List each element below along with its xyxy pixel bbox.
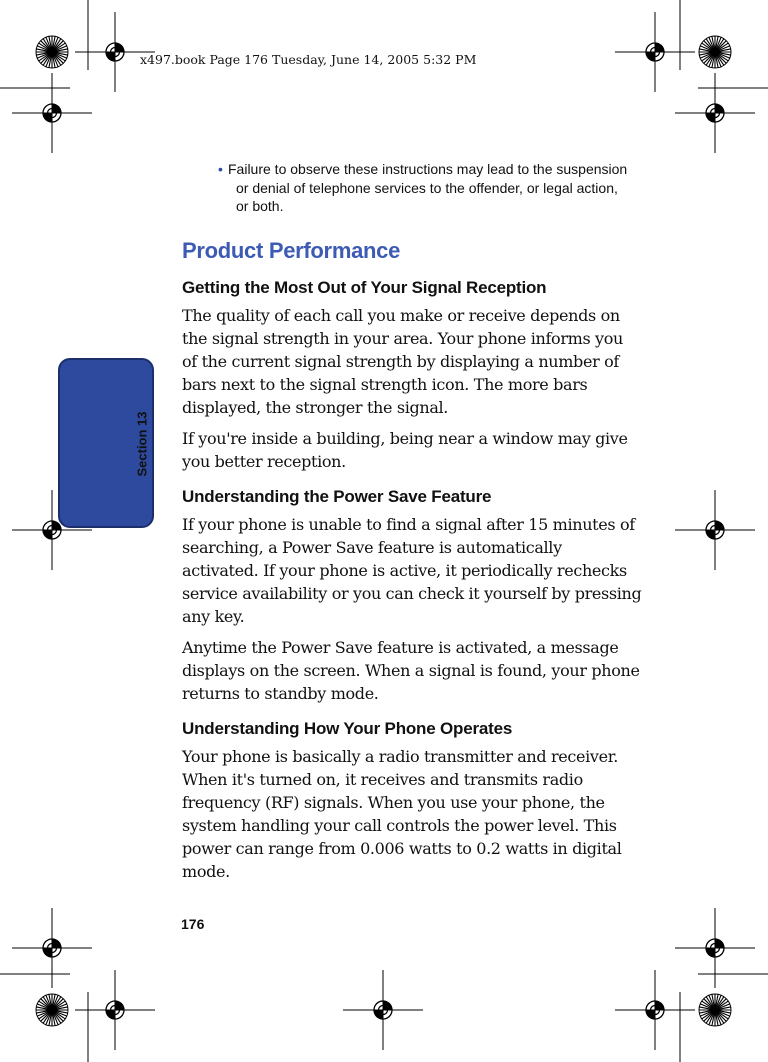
print-slug: x497.book Page 176 Tuesday, June 14, 2005 5:32 PM [140,52,477,67]
section-heading: Understanding the Power Save Feature [182,486,492,506]
paragraph: The quality of each call you make or receive depends on the signal strength in your area. Your phone informs you of the current signal strength by displaying a number of bars next to the signal strength icon. The more bars displayed, the stronger the signal. [182,305,623,417]
paragraph: Your phone is basically a radio transmitter and receiver. When it's turned on, it receives and transmits radio frequency (RF) signals. When you use your phone, the system handling your call controls the power level. This power can range from 0.006 watts to 0.2 watts in digital mode. [182,746,622,881]
section-tab-label: Section 13 [134,411,150,477]
bullet-text: Failure to observe these instructions may lead to the suspension or denial of telephone services to the offender, or legal action, or both. [228,161,628,214]
paragraph: If your phone is unable to find a signal after 15 minutes of searching, a Power Save feature is automatically activated. If your phone is active, it periodically rechecks service availability or you can check it yourself by pressing any key. [182,514,642,626]
paragraph: If you're inside a building, being near a window may give you better reception. [182,428,628,471]
main-content [182,160,642,891]
section-heading: Understanding How Your Phone Operates [182,718,513,738]
page-title: Product Performance [182,237,401,263]
paragraph: Anytime the Power Save feature is activated, a message displays on the screen. When a signal is found, your phone returns to standby mode. [182,637,640,703]
page-number: 176 [181,916,205,932]
bullet-dot-icon: • [218,161,223,177]
bullet-item [182,160,628,216]
section-heading: Getting the Most Out of Your Signal Reception [182,277,547,297]
